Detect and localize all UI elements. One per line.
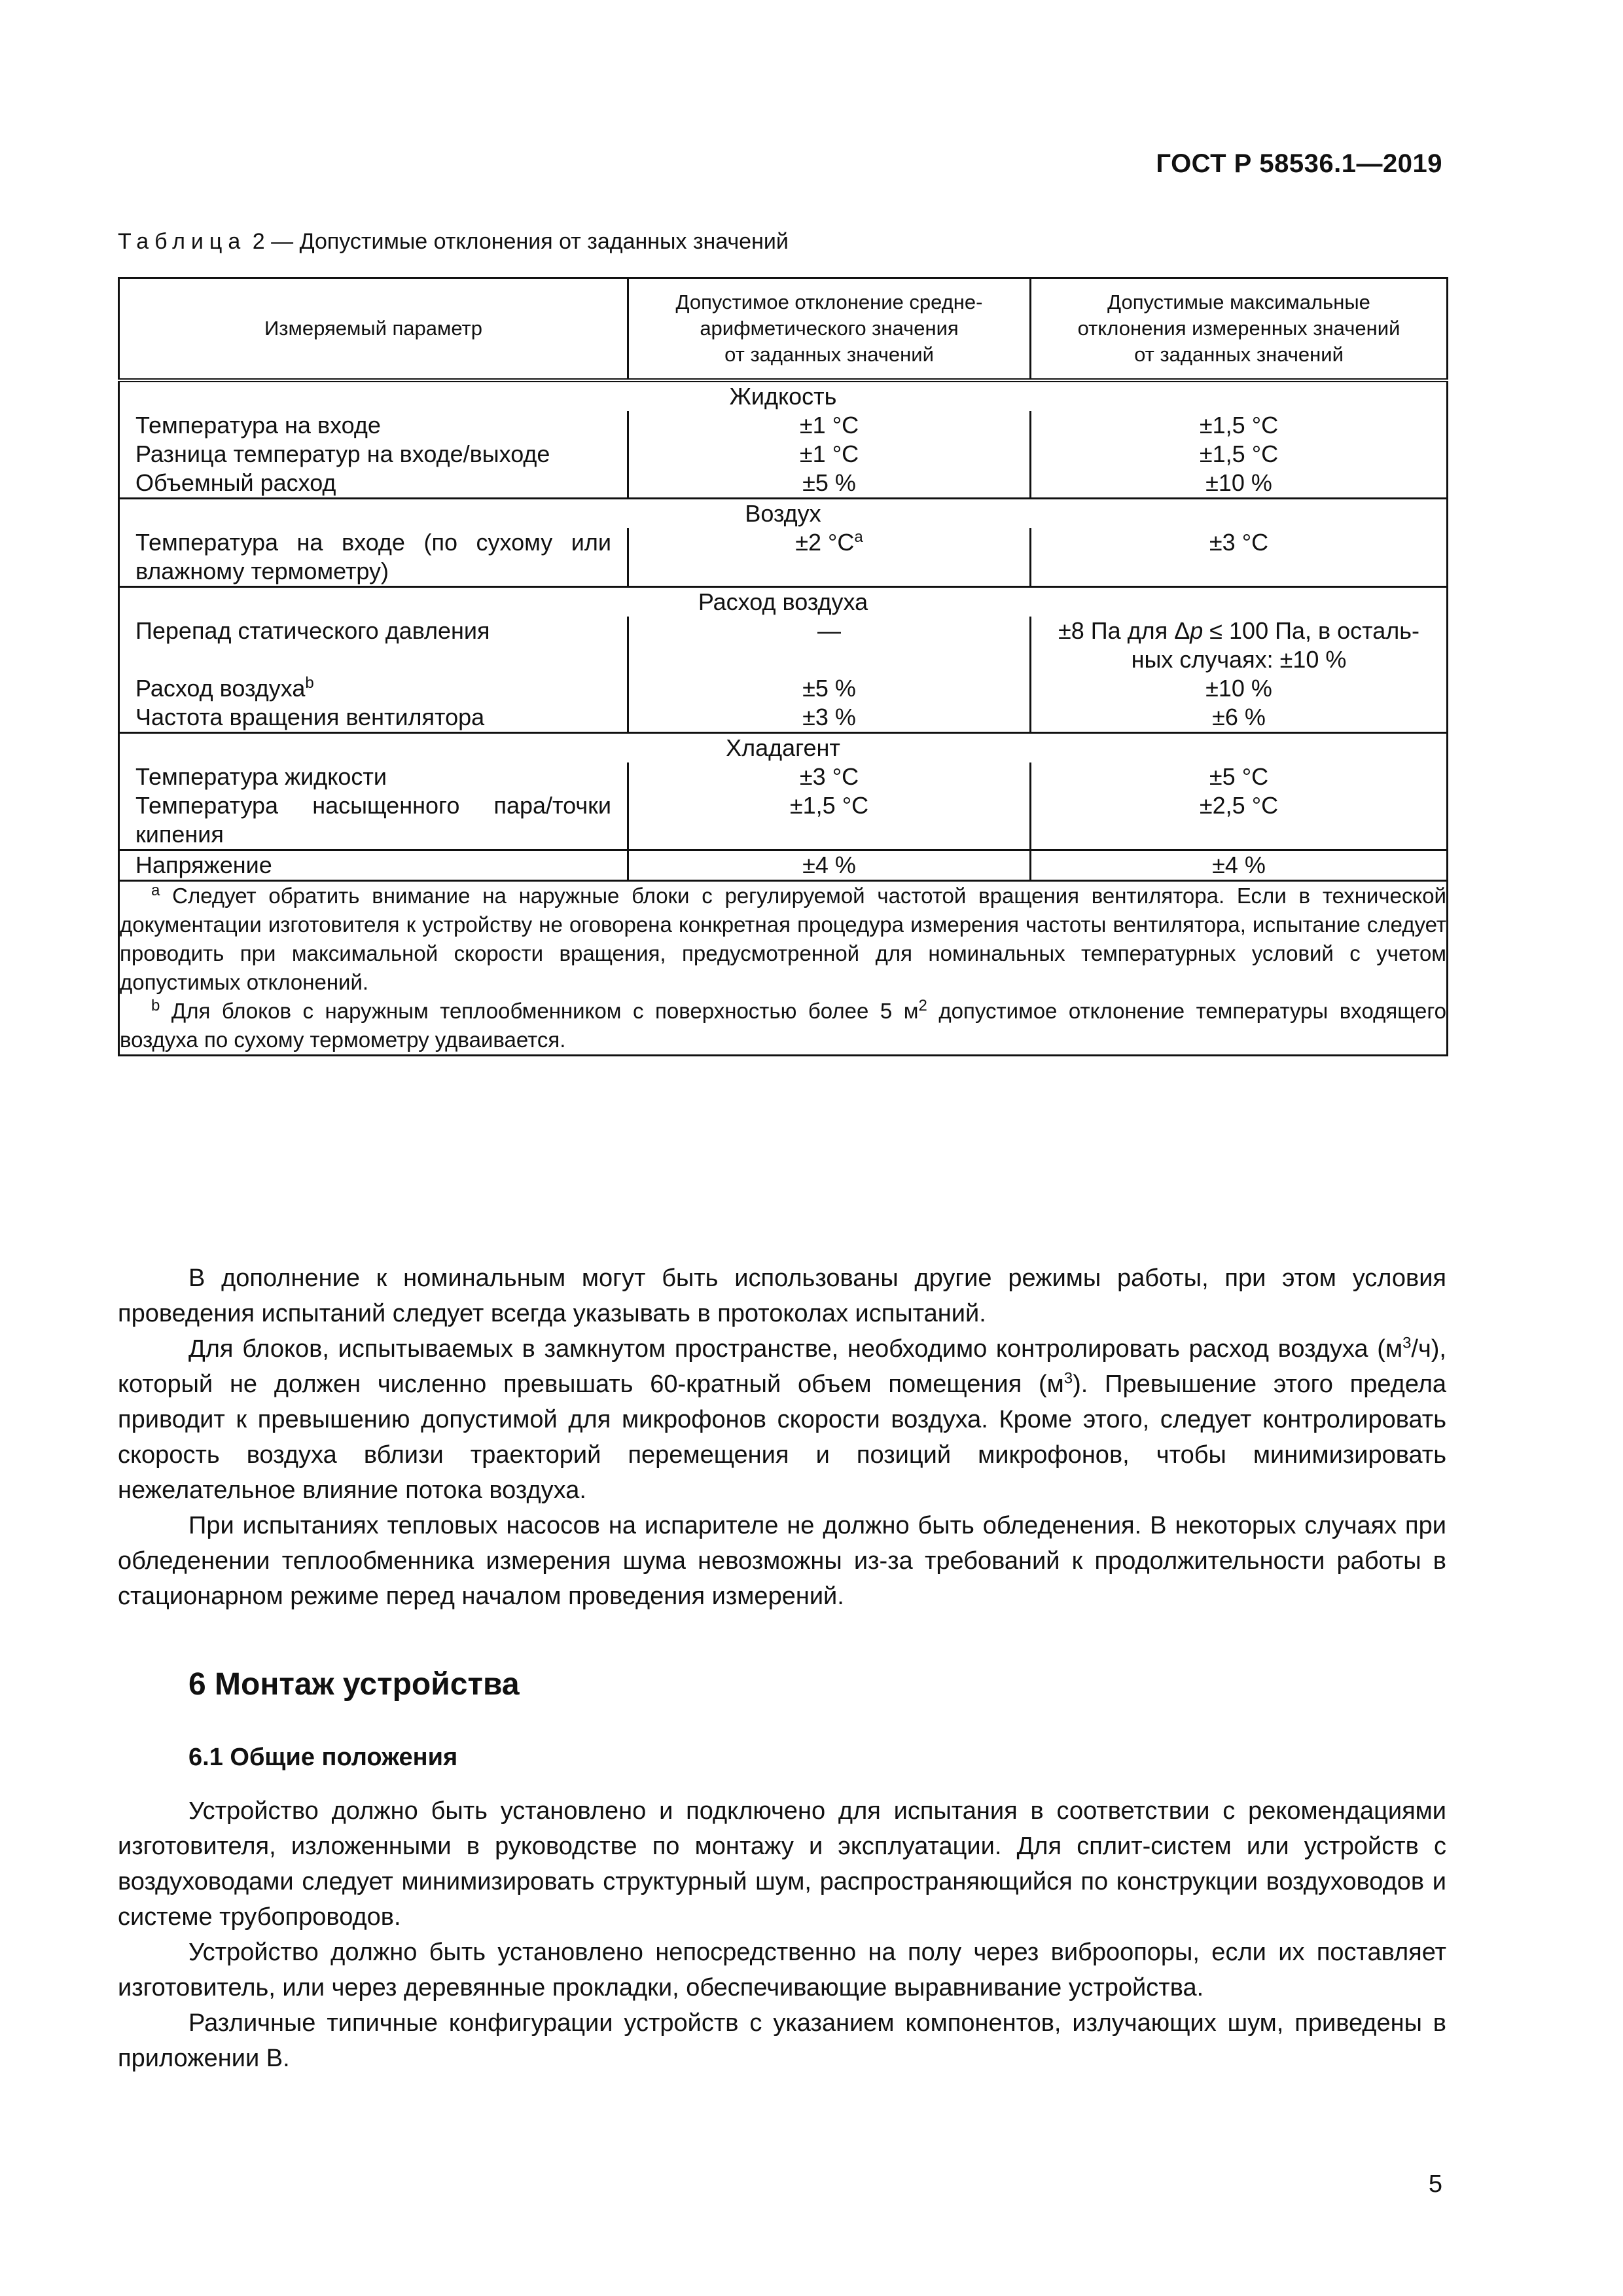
- max-value: ±3 °C: [1209, 529, 1269, 556]
- table-row: [119, 617, 1448, 733]
- table-row-voltage: [119, 850, 1448, 881]
- param-text: Температура жидкости: [135, 763, 387, 790]
- max-cell: [1031, 762, 1448, 850]
- avg-value: ±1 °C: [799, 412, 859, 439]
- page-number: 5: [1428, 2170, 1442, 2198]
- section-title: Жидкость: [119, 380, 1448, 411]
- avg-value: ±5 %: [802, 675, 856, 702]
- superscript: 3: [1402, 1334, 1412, 1352]
- header-parameter: Измеряемый параметр: [119, 278, 628, 381]
- paragraph-text: /ч), который не должен численно превышать 60-кратный объем помещения (м: [118, 1335, 1446, 1398]
- section-heading: 6 Монтаж устройства: [188, 1667, 520, 1702]
- param-text-main: Расход воздуха: [135, 675, 306, 702]
- avg-value-text: ±2 °C: [795, 529, 855, 556]
- section-row-airflow: [119, 587, 1448, 617]
- max-value: ±6 %: [1212, 704, 1266, 730]
- avg-cell: [628, 411, 1031, 499]
- paragraph: [118, 1331, 1446, 1508]
- max-cell: [1031, 411, 1448, 499]
- paragraph: Устройство должно быть установлено и подключено для испытания в соответствии с рекомендациями изготовителя, изложенными в руководстве по монтажу и эксплуатации. Для сплит-систем или устройств с воздуховодами следует минимизировать структурный шум, распространяющийся по конструкции воздуховодов и системе трубопроводов.: [118, 1797, 1446, 1931]
- param-text: Перепад статического давления: [135, 617, 490, 644]
- section-row-liquid: [119, 380, 1448, 411]
- avg-value: —: [817, 617, 841, 644]
- param-text: Температура насыщенного пара/точки: [135, 792, 611, 819]
- param-text: кипения: [135, 821, 224, 848]
- document-standard-id: ГОСТ Р 58536.1—2019: [1156, 149, 1442, 178]
- table-notes: [119, 881, 1448, 1056]
- footnote-b-superscript: 2: [918, 997, 927, 1014]
- body-paragraphs: [118, 1261, 1446, 1614]
- table-row: [119, 411, 1448, 499]
- max-value-part: ≤ 100 Па, в осталь-: [1203, 617, 1419, 644]
- table-notes-row: [119, 881, 1448, 1056]
- section-title: Воздух: [119, 499, 1448, 529]
- table-caption: [118, 229, 789, 255]
- param-text: Частота вращения вентилятора: [135, 704, 485, 730]
- deviation-table: [118, 277, 1448, 1056]
- param-text: [135, 674, 611, 703]
- param-text: Температура на входе (по сухому или: [135, 529, 611, 556]
- footnote-a-text: Следует обратить внимание на наружные блоки с регулируемой частотой вращения вентилятора. Если в технической документации изготовителя к устройству не оговорена конкретная процедура измерения частоты вентилятора, испытание следует проводить при максимальной скорости вращения, предусмотренной для номинальных температурных условий с учетом допустимых отклонений.: [120, 884, 1446, 994]
- param-text: Разница температур на входе/выходе: [135, 440, 550, 467]
- max-cell: [1031, 528, 1448, 587]
- subsection-heading: 6.1 Общие положения: [188, 1744, 458, 1771]
- param-text: влажному термометру): [135, 558, 389, 584]
- section-row-refrigerant: [119, 733, 1448, 763]
- param-cell: [119, 762, 628, 850]
- paragraph: Различные типичные конфигурации устройств с указанием компонентов, излучающих шум, приведены в приложении В.: [118, 2009, 1446, 2072]
- footnote-mark-a: a: [854, 528, 863, 546]
- max-value: [1031, 617, 1446, 645]
- max-value: ±10 %: [1205, 675, 1272, 702]
- avg-value: ±3 °C: [799, 763, 859, 790]
- avg-cell: ±4 %: [628, 850, 1031, 881]
- max-value: ±1,5 °C: [1199, 412, 1279, 439]
- max-value: ±2,5 °C: [1199, 792, 1279, 819]
- table-header-row: [119, 278, 1448, 381]
- avg-value: [629, 528, 1029, 557]
- table-row: [119, 528, 1448, 587]
- section-title: Расход воздуха: [119, 587, 1448, 617]
- section-row-air: [119, 499, 1448, 529]
- avg-value: ±1 °C: [799, 440, 859, 467]
- max-cell: [1031, 617, 1448, 733]
- footnote-b-text-1: Для блоков с наружным теплообменником с поверхностью более 5 м: [160, 999, 919, 1023]
- footnote-mark-b: b: [305, 674, 314, 692]
- footnote-b-mark: b: [151, 997, 160, 1014]
- footnote-b: [120, 997, 1446, 1054]
- paragraph: При испытаниях тепловых насосов на испарителе не должно быть обледенения. В некоторых случаях при обледенении теплообменника измерения шума невозможны из-за требований к продолжительности работы в стационарном режиме перед началом проведения измерений.: [118, 1512, 1446, 1610]
- avg-value: ±1,5 °C: [789, 792, 869, 819]
- param-cell: [119, 617, 628, 733]
- max-value-part: ±8 Па для Δ: [1058, 617, 1190, 644]
- max-value: ±10 %: [1205, 469, 1272, 496]
- section-title: Хладагент: [119, 733, 1448, 763]
- param-text: Объемный расход: [135, 469, 336, 496]
- max-value: ±1,5 °C: [1199, 440, 1279, 467]
- max-value: ±5 °C: [1209, 763, 1269, 790]
- param-text: Температура на входе: [135, 412, 381, 439]
- footnote-a-mark: a: [151, 882, 160, 899]
- footnote-b-text-2: допустимое отклонение температуры входящего воздуха по сухому термометру удваивается.: [120, 999, 1446, 1052]
- avg-value: ±5 %: [802, 469, 856, 496]
- param-cell: Напряжение: [119, 850, 628, 881]
- superscript: 3: [1063, 1369, 1073, 1388]
- footnote-a: [120, 882, 1446, 997]
- avg-cell: [628, 762, 1031, 850]
- avg-value: ±3 %: [802, 704, 856, 730]
- avg-cell: [628, 617, 1031, 733]
- table-caption-prefix: Таблица: [118, 229, 247, 254]
- header-avg-deviation: Допустимое отклонение средне- арифметического значения от заданных значений: [628, 278, 1031, 381]
- header-max-deviation: Допустимые максимальные отклонения измеренных значений от заданных значений: [1031, 278, 1448, 381]
- paragraph-text: Для блоков, испытываемых в замкнутом пространстве, необходимо контролировать расход воздуха (м: [188, 1335, 1403, 1363]
- param-cell: [119, 411, 628, 499]
- param-cell: [119, 528, 628, 587]
- avg-cell: [628, 528, 1031, 587]
- max-value-var: p: [1190, 617, 1204, 644]
- max-value: ных случаях: ±10 %: [1131, 646, 1347, 673]
- table-caption-title: 2 — Допустимые отклонения от заданных значений: [252, 229, 789, 254]
- max-cell: ±4 %: [1031, 850, 1448, 881]
- paragraph: Устройство должно быть установлено непосредственно на полу через виброопоры, если их поставляет изготовитель, или через деревянные прокладки, обеспечивающие выравнивание устройства.: [118, 1939, 1446, 2001]
- paragraph-text: ). Превышение этого предела приводит к превышению допустимой для микрофонов скорости воздуха. Кроме этого, следует контролировать скорость воздуха вблизи траекторий перемещения и позиций микрофонов, чтобы минимизировать нежелательное влияние потока воздуха.: [118, 1371, 1446, 1504]
- section-paragraphs: [118, 1793, 1446, 2076]
- paragraph: В дополнение к номинальным могут быть использованы другие режимы работы, при этом условия проведения испытаний следует всегда указывать в протоколах испытаний.: [118, 1265, 1446, 1327]
- table-row: [119, 762, 1448, 850]
